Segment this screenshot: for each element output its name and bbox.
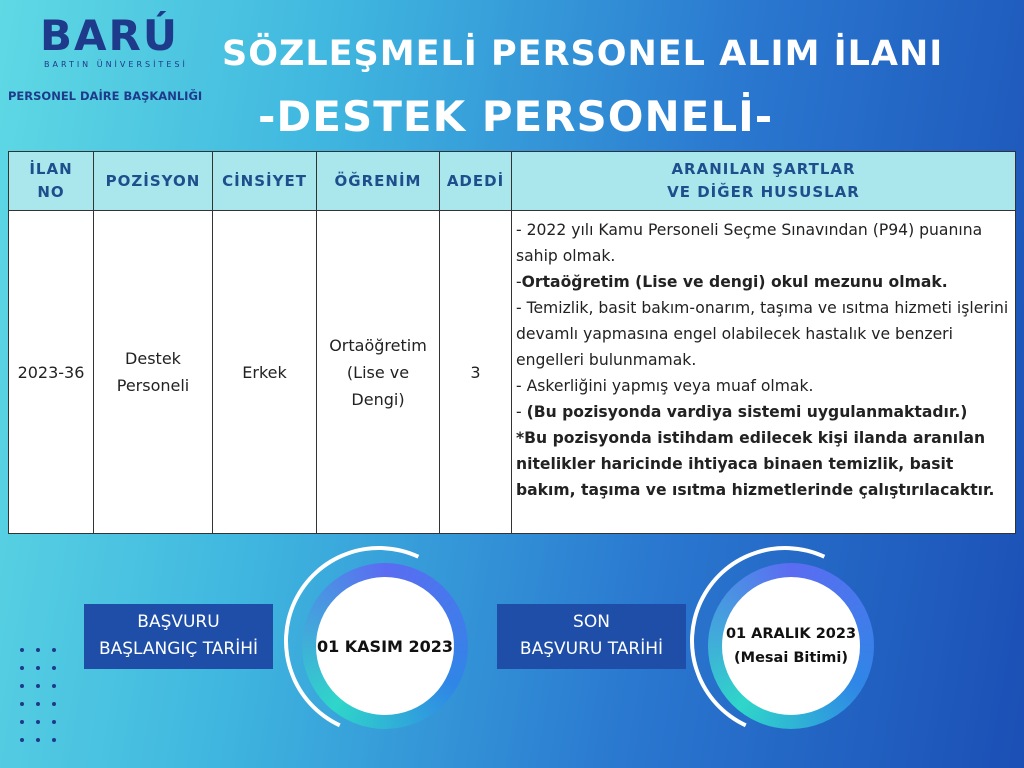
cell-requirements xyxy=(512,211,1016,534)
decorative-dots xyxy=(20,648,56,756)
page-title: SÖZLEŞMELİ PERSONEL ALIM İLANI xyxy=(222,34,944,74)
cell-cinsiyet: Erkek xyxy=(213,211,317,534)
requirement-3: - Temizlik, basit bakım-onarım, taşıma ve ısıtma hizmeti işlerini devamlı yapmasına engel olabilecek hastalık ve benzeri engelleri bulunmamak. xyxy=(516,299,1009,369)
start-date: 01 KASIM 2023 xyxy=(316,636,454,656)
logo-mark: BARÚ xyxy=(40,11,179,60)
header-ilan-no: İLAN NO xyxy=(9,152,94,211)
cell-ilan-no: 2023-36 xyxy=(9,211,94,534)
cell-adedi: 3 xyxy=(440,211,512,534)
cell-ogrenim: Ortaöğretim (Lise ve Dengi) xyxy=(317,211,440,534)
requirement-note: *Bu pozisyonda istihdam edilecek kişi ilanda aranılan nitelikler haricinde ihtiyaca binaen temizlik, basit bakım, taşıma ve ısıtma hizmetlerinde çalıştırılacaktır. xyxy=(516,429,995,499)
university-logo xyxy=(40,11,190,69)
end-date-circle xyxy=(708,563,874,729)
header-ogrenim: ÖĞRENİM xyxy=(317,152,440,211)
requirement-5: - (Bu pozisyonda vardiya sistemi uygulanmaktadır.) xyxy=(516,403,968,421)
cell-pozisyon: Destek Personeli xyxy=(94,211,213,534)
table-header-row xyxy=(9,152,1016,211)
end-date: 01 ARALIK 2023 xyxy=(725,626,857,642)
job-table xyxy=(8,151,1016,534)
end-date-note: (Mesai Bitimi) xyxy=(734,650,848,666)
header-adedi: ADEDİ xyxy=(440,152,512,211)
header-sartlar: ARANILAN ŞARTLAR VE DİĞER HUSUSLAR xyxy=(512,152,1016,211)
end-date-label: SON BAŞVURU TARİHİ xyxy=(497,604,686,669)
department-name: PERSONEL DAİRE BAŞKANLIĞI xyxy=(8,89,203,103)
requirement-4: - Askerliğini yapmış veya muaf olmak. xyxy=(516,377,814,395)
logo-subtitle: BARTIN ÜNİVERSİTESİ xyxy=(44,60,188,69)
requirement-1: - 2022 yılı Kamu Personeli Seçme Sınavından (P94) puanına sahip olmak. xyxy=(516,221,983,265)
header-cinsiyet: CİNSİYET xyxy=(213,152,317,211)
requirement-2: -Ortaöğretim (Lise ve dengi) okul mezunu olmak. xyxy=(516,273,948,291)
start-date-label: BAŞVURU BAŞLANGIÇ TARİHİ xyxy=(84,604,273,669)
page-subtitle: -DESTEK PERSONELİ- xyxy=(258,92,774,141)
start-date-circle xyxy=(302,563,468,729)
table-row xyxy=(9,211,1016,534)
header-pozisyon: POZİSYON xyxy=(94,152,213,211)
